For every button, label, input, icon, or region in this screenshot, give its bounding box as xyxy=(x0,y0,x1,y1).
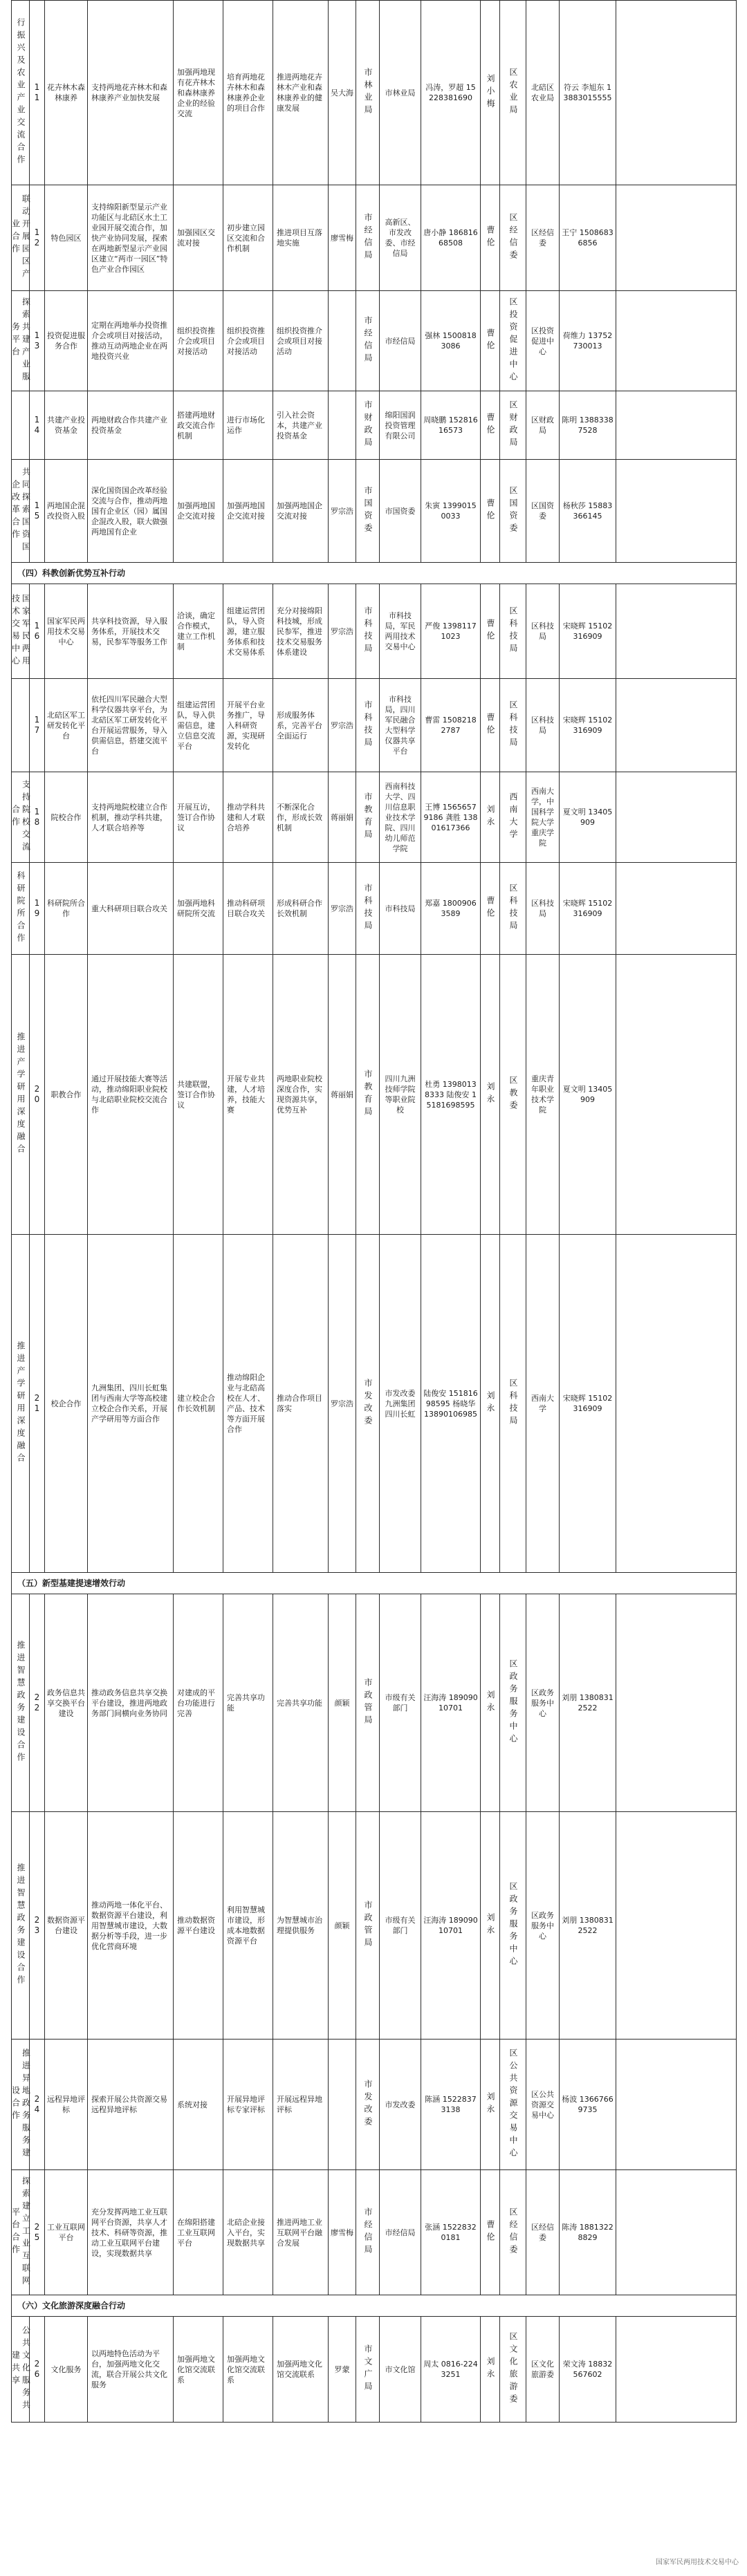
table-cell-partner-org: 区公共资源交易中心 xyxy=(526,2040,560,2170)
document-page xyxy=(11,0,736,2423)
table-row xyxy=(12,1594,737,1812)
table-cell-partner-contact: 宋晓辉 15102316909 xyxy=(560,584,616,679)
table-cell-leader: 罗宗浩 xyxy=(329,1235,356,1573)
table-cell-measure: 两地职业院校深度合作，实现资源共享，优势互补 xyxy=(273,955,329,1235)
table-cell-goal: 组织投资推介会或项目对接活动 xyxy=(223,291,273,391)
table-cell-goal: 培育两地花卉林木和森林康养企业的项目合作 xyxy=(223,1,273,185)
table-cell-partner-unit: 西南大学 xyxy=(500,772,526,863)
table-cell-partner-contact: 刘朋 13808312522 xyxy=(560,1812,616,2040)
table-cell-partner-unit: 区科技局 xyxy=(500,584,526,679)
table-row xyxy=(12,955,737,1235)
table-cell-number: 12 xyxy=(30,185,45,291)
table-cell-partner-contact: 杨秋莎 15883366145 xyxy=(560,460,616,563)
table-cell-lead-unit: 市政管局 xyxy=(356,1594,380,1812)
table-cell-leader: 颜颖 xyxy=(329,1812,356,2040)
section-title: （六）文化旅游深度融合行动 xyxy=(12,2295,737,2317)
table-cell-content: 洽谈，确定合作模式，建立工作机制 xyxy=(174,584,223,679)
task-table xyxy=(11,0,737,2423)
section-title: （五）新型基建提速增效行动 xyxy=(12,1573,737,1594)
table-cell-partner-unit: 区教委 xyxy=(500,955,526,1235)
table-cell-project: 远程异地评标 xyxy=(45,2040,88,2170)
table-cell-notes xyxy=(616,863,737,955)
table-cell-measure: 加强两地国企交流对接 xyxy=(273,460,329,563)
table-cell-lead-unit: 市林业局 xyxy=(356,1,380,185)
table-cell-measure: 推进两地花卉林木产业和森林康养业的健康发展 xyxy=(273,1,329,185)
table-cell-number: 13 xyxy=(30,291,45,391)
section-header-row xyxy=(12,563,737,584)
table-cell-notes xyxy=(616,1,737,185)
table-cell-partner-leader: 刘永 xyxy=(481,1235,500,1573)
table-row xyxy=(12,1,737,185)
table-row xyxy=(12,185,737,291)
table-row xyxy=(12,1812,737,2040)
table-cell-category: 公共文化服务共建共享 xyxy=(12,2317,30,2423)
table-cell-leader: 蒋丽娟 xyxy=(329,955,356,1235)
table-cell-lead-org: 四川九洲技师学院等职业院校 xyxy=(380,955,421,1235)
table-cell-notes xyxy=(616,291,737,391)
table-cell-goal: 加强两地国企交流对接 xyxy=(223,460,273,563)
table-cell-measure: 推进两地工业互联网平台融合发展 xyxy=(273,2170,329,2295)
table-row xyxy=(12,2317,737,2423)
table-cell-notes xyxy=(616,460,737,563)
table-cell-measure: 充分对接绵阳科技城，形成民参军，推进技术交易服务体系建设 xyxy=(273,584,329,679)
table-cell-measure: 形成服务体系，完善平台全面运行 xyxy=(273,679,329,772)
table-cell-goal: 组建运营团队，导入资源，建立服务体系和技术交易体系 xyxy=(223,584,273,679)
table-cell-content: 加强两地科研院所交流 xyxy=(174,863,223,955)
table-cell-description: 两地财政合作共建产业投资基金 xyxy=(88,391,174,460)
table-cell-content: 建立校企合作长效机制 xyxy=(174,1235,223,1573)
table-cell-partner-contact: 夏文明 13405909 xyxy=(560,772,616,863)
table-cell-description: 以两地特色活动为平台，加强两地文化交流，联合开展公共文化服务 xyxy=(88,2317,174,2423)
table-cell-lead-org: 市科技局，军民两用技术交易中心 xyxy=(380,584,421,679)
table-cell-description: 推动政务信息共享交换平台建设，推进两地政务部门间横向业务协同 xyxy=(88,1594,174,1812)
table-cell-number: 25 xyxy=(30,2170,45,2295)
table-cell-lead-org: 市发改委 九洲集团 四川长虹 xyxy=(380,1235,421,1573)
table-cell-leader xyxy=(329,291,356,391)
table-cell-measure: 组织投资推介会或项目对接活动 xyxy=(273,291,329,391)
table-cell-goal: 开展异地评标专家评标 xyxy=(223,2040,273,2170)
table-cell-project: 共建产业投资基金 xyxy=(45,391,88,460)
table-cell-goal: 北碚企业接入平台，实现数据共享 xyxy=(223,2170,273,2295)
table-cell-category: 推进产学研用深度融合 xyxy=(12,955,30,1235)
table-cell-leader: 吴大海 xyxy=(329,1,356,185)
table-cell-lead-unit: 市国资委 xyxy=(356,460,380,563)
table-row xyxy=(12,291,737,391)
table-cell-partner-contact: 杨波 13667669735 xyxy=(560,2040,616,2170)
table-cell-content: 在绵阳搭建工业互联网平台 xyxy=(174,2170,223,2295)
table-cell-content: 推动数据资源平台建设 xyxy=(174,1812,223,2040)
table-cell-notes xyxy=(616,679,737,772)
table-cell-lead-unit: 市财政局 xyxy=(356,391,380,460)
table-cell-lead-org: 市文化馆 xyxy=(380,2317,421,2423)
table-cell-content: 加强两地现有花卉林木和森林康养企业的经验交流 xyxy=(174,1,223,185)
table-cell-partner-org: 区经信委 xyxy=(526,185,560,291)
table-cell-description: 定期在两地举办投资推介会或项目对接活动，推动互动两地企业在两地投资兴业 xyxy=(88,291,174,391)
table-cell-lead-unit: 市政管局 xyxy=(356,1812,380,2040)
table-cell-number: 23 xyxy=(30,1812,45,2040)
table-cell-notes xyxy=(616,185,737,291)
table-cell-goal: 推动科研项目联合攻关 xyxy=(223,863,273,955)
table-cell-notes xyxy=(616,2170,737,2295)
table-cell-leader xyxy=(329,2040,356,2170)
table-cell-goal: 加强两地文化馆交流联系 xyxy=(223,2317,273,2423)
table-cell-partner-unit: 区科技局 xyxy=(500,1235,526,1573)
table-cell-category: 推进智慧政务建设合作 xyxy=(12,1812,30,2040)
table-cell-project: 院校合作 xyxy=(45,772,88,863)
table-row xyxy=(12,679,737,772)
table-cell-description: 九洲集团、四川长虹集团与西南大学等高校建立校企合作关系，开展产学研用等方面合作 xyxy=(88,1235,174,1573)
table-cell-partner-leader: 刘小梅 xyxy=(481,1,500,185)
table-cell-lead-unit: 市科技局 xyxy=(356,679,380,772)
table-cell-notes xyxy=(616,1235,737,1573)
table-cell-partner-leader: 刘永 xyxy=(481,772,500,863)
table-cell-content: 开展互访，签订合作协议 xyxy=(174,772,223,863)
table-cell-category: 探索共建产业服务平台 xyxy=(12,291,30,391)
table-cell-partner-org: 区政务服务中心 xyxy=(526,1812,560,2040)
table-cell-partner-org: 区文化旅游委 xyxy=(526,2317,560,2423)
table-cell-partner-leader: 曹伦 xyxy=(481,291,500,391)
table-cell-goal: 推动学科共建和人才联合培养 xyxy=(223,772,273,863)
table-cell-project: 两地国企混改投资入股 xyxy=(45,460,88,563)
table-cell-partner-org: 北碚区农业局 xyxy=(526,1,560,185)
table-cell-partner-contact: 夏文明 13405909 xyxy=(560,955,616,1235)
section-header-row xyxy=(12,2295,737,2317)
table-cell-partner-org: 区科技局 xyxy=(526,679,560,772)
table-cell-description: 支持绵阳新型显示产业功能区与北碚区水土工业园开展交流合作，加快产业协同发展，探索在两地新型显示产业园区建立“两市一园区”特色产业合作园区 xyxy=(88,185,174,291)
table-cell-lead-org: 市级有关部门 xyxy=(380,1594,421,1812)
table-cell-partner-leader: 刘永 xyxy=(481,2317,500,2423)
table-cell-project: 投资促进服务合作 xyxy=(45,291,88,391)
table-cell-contact: 曹雷 15082182787 xyxy=(421,679,481,772)
table-cell-partner-unit: 区科技局 xyxy=(500,863,526,955)
table-cell-leader: 罗蒙 xyxy=(329,2317,356,2423)
table-cell-number: 17 xyxy=(30,679,45,772)
table-cell-partner-leader: 曹伦 xyxy=(481,863,500,955)
table-cell-contact: 汪海涛 18909010701 xyxy=(421,1812,481,2040)
table-cell-partner-unit: 区投资促进中心 xyxy=(500,291,526,391)
table-cell-lead-org: 市林业局 xyxy=(380,1,421,185)
table-cell-leader: 蒋丽娟 xyxy=(329,772,356,863)
table-row xyxy=(12,2170,737,2295)
table-cell-measure: 完善共享功能 xyxy=(273,1594,329,1812)
table-cell-category: 共同探索国资国企改革合作 xyxy=(12,460,30,563)
table-cell-notes xyxy=(616,772,737,863)
table-cell-partner-contact: 宋晓辉 15102316909 xyxy=(560,863,616,955)
table-cell-partner-contact: 陈涛 18813228829 xyxy=(560,2170,616,2295)
table-cell-partner-contact: 宋晓辉 15102316909 xyxy=(560,1235,616,1573)
table-cell-contact: 郑嘉 18009063589 xyxy=(421,863,481,955)
table-cell-partner-unit: 区文化旅游委 xyxy=(500,2317,526,2423)
table-cell-contact: 周晓鹏 15281616573 xyxy=(421,391,481,460)
table-cell-number: 20 xyxy=(30,955,45,1235)
table-cell-number: 16 xyxy=(30,584,45,679)
table-row xyxy=(12,2040,737,2170)
table-cell-content: 对建成的平台功能进行完善 xyxy=(174,1594,223,1812)
table-cell-description: 支持两地花卉林木和森林康养产业加快发展 xyxy=(88,1,174,185)
table-cell-contact: 陆俊安 15181698595 杨晓华 13890106985 xyxy=(421,1235,481,1573)
table-cell-content: 加强园区交流对接 xyxy=(174,185,223,291)
table-cell-partner-unit: 区财政局 xyxy=(500,391,526,460)
table-cell-contact: 杜勇 13980138333 陆俊安 15181698595 xyxy=(421,955,481,1235)
section-header-row xyxy=(12,1573,737,1594)
table-cell-lead-org: 市科技局，四川军民融合大型科学仪器共享平台 xyxy=(380,679,421,772)
table-cell-lead-org: 市科技局 xyxy=(380,863,421,955)
table-cell-project: 职教合作 xyxy=(45,955,88,1235)
table-cell-partner-contact: 荷维力 13752730013 xyxy=(560,291,616,391)
table-cell-goal: 初步建立园区交流和合作机制 xyxy=(223,185,273,291)
table-cell-category: 科研院所合作 xyxy=(12,863,30,955)
table-cell-category: 推进产学研用深度融合 xyxy=(12,1235,30,1573)
table-cell-partner-leader: 刘永 xyxy=(481,1594,500,1812)
table-cell-lead-org: 绵阳国润投资管理有限公司 xyxy=(380,391,421,460)
table-cell-partner-org: 西南大学 xyxy=(526,1235,560,1573)
table-cell-lead-unit: 市文广局 xyxy=(356,2317,380,2423)
table-cell-contact: 汪海涛 18909010701 xyxy=(421,1594,481,1812)
table-cell-partner-org: 区国资委 xyxy=(526,460,560,563)
table-cell-partner-org: 区科技局 xyxy=(526,863,560,955)
table-cell-lead-unit: 市经信局 xyxy=(356,2170,380,2295)
table-row xyxy=(12,772,737,863)
table-cell-leader: 廖雪梅 xyxy=(329,2170,356,2295)
table-cell-partner-leader: 刘永 xyxy=(481,2040,500,2170)
table-cell-partner-leader: 曹伦 xyxy=(481,460,500,563)
table-cell-description: 共享科技资源，导入服务体系，开展技术交易，民参军等服务工作 xyxy=(88,584,174,679)
table-cell-measure: 推动合作项目落实 xyxy=(273,1235,329,1573)
table-cell-goal: 推动绵阳企业与北碚高校在人才、产品、技术等方面开展合作 xyxy=(223,1235,273,1573)
table-cell-partner-contact: 刘朋 13808312522 xyxy=(560,1594,616,1812)
table-cell-number: 11 xyxy=(30,1,45,185)
table-cell-leader: 罗宗浩 xyxy=(329,863,356,955)
table-cell-lead-org: 市国资委 xyxy=(380,460,421,563)
table-cell-goal: 进行市场化运作 xyxy=(223,391,273,460)
table-cell-description: 重大科研项目联合攻关 xyxy=(88,863,174,955)
table-cell-lead-unit: 市教育局 xyxy=(356,955,380,1235)
table-cell-contact: 朱寅 13990150033 xyxy=(421,460,481,563)
table-cell-notes xyxy=(616,1594,737,1812)
table-cell-lead-unit: 市科技局 xyxy=(356,863,380,955)
table-cell-partner-unit: 区政务服务中心 xyxy=(500,1594,526,1812)
table-cell-category: 国家军民两用技术交易中心 xyxy=(12,584,30,679)
table-cell-description: 探索开展公共资源交易远程异地评标 xyxy=(88,2040,174,2170)
table-cell-partner-leader: 曹伦 xyxy=(481,185,500,291)
table-cell-lead-unit: 市科技局 xyxy=(356,584,380,679)
table-cell-lead-unit: 市教育局 xyxy=(356,772,380,863)
table-cell-measure: 开展远程异地评标 xyxy=(273,2040,329,2170)
table-cell-project: 文化服务 xyxy=(45,2317,88,2423)
table-cell-content: 加强两地文化馆交流联系 xyxy=(174,2317,223,2423)
table-cell-leader xyxy=(329,391,356,460)
table-cell-measure: 引入社会资本，共建产业投资基金 xyxy=(273,391,329,460)
table-cell-number: 15 xyxy=(30,460,45,563)
table-cell-lead-org: 高新区、市发改委、市经信局 xyxy=(380,185,421,291)
table-cell-description: 依托四川军民融合大型科学仪器共享平台，为北碚区军工研发转化平台开展运营服务，导入供需信息，搭建交流平台 xyxy=(88,679,174,772)
table-cell-contact: 张涵 15228320181 xyxy=(421,2170,481,2295)
table-cell-measure: 不断深化合作，形成长效机制 xyxy=(273,772,329,863)
table-cell-category xyxy=(12,679,30,772)
table-cell-category: 联动开展园区产业合作 xyxy=(12,185,30,291)
table-cell-lead-unit: 市发改委 xyxy=(356,2040,380,2170)
table-cell-lead-unit: 市发改委 xyxy=(356,1235,380,1573)
table-cell-leader: 罗宗浩 xyxy=(329,460,356,563)
table-cell-partner-unit: 区科技局 xyxy=(500,679,526,772)
table-cell-notes xyxy=(616,2317,737,2423)
table-cell-measure: 推进项目互落地实施 xyxy=(273,185,329,291)
table-cell-contact: 强林 15008183086 xyxy=(421,291,481,391)
table-row xyxy=(12,460,737,563)
table-cell-contact: 严俊 13981171023 xyxy=(421,584,481,679)
table-row xyxy=(12,391,737,460)
table-cell-goal: 开展专业共建，人才培养，技能大赛 xyxy=(223,955,273,1235)
table-cell-partner-unit: 区政务服务中心 xyxy=(500,1812,526,2040)
table-cell-number: 26 xyxy=(30,2317,45,2423)
footer-source: 国家军民两用技术交易中心 xyxy=(656,2559,739,2566)
table-cell-notes xyxy=(616,391,737,460)
table-cell-description: 深化国资国企改革经验交流与合作，推动两地国有企业区（园）属国企混改入股，联大做强两地国有企业 xyxy=(88,460,174,563)
table-cell-partner-contact: 宋晓辉 15102316909 xyxy=(560,679,616,772)
table-cell-partner-unit: 区经信委 xyxy=(500,185,526,291)
table-cell-notes xyxy=(616,584,737,679)
table-cell-number: 18 xyxy=(30,772,45,863)
table-cell-description: 推动两地一体化平台、数据资源平台建设，利用智慧城市建设，大数据分析等手段，进一步优化营商环境 xyxy=(88,1812,174,2040)
table-cell-description: 通过开展技能大赛等活动，推动绵阳职业院校与北碚职业院校交流合作 xyxy=(88,955,174,1235)
table-cell-lead-org: 西南科技大学、四川信息职业技术学院、四川幼儿师范学院 xyxy=(380,772,421,863)
table-cell-measure: 形成科研合作长效机制 xyxy=(273,863,329,955)
table-cell-content: 组建运营团队，导入供需信息，建立信息交流平台 xyxy=(174,679,223,772)
table-cell-partner-contact: 荣文涛 18832567602 xyxy=(560,2317,616,2423)
table-cell-partner-leader: 曹伦 xyxy=(481,391,500,460)
table-cell-partner-org: 区经信委 xyxy=(526,2170,560,2295)
table-cell-number: 24 xyxy=(30,2040,45,2170)
table-cell-category xyxy=(12,391,30,460)
table-cell-partner-leader: 曹伦 xyxy=(481,679,500,772)
table-cell-partner-contact: 王宁 15086836856 xyxy=(560,185,616,291)
table-cell-leader: 罗宗浩 xyxy=(329,679,356,772)
table-cell-number: 19 xyxy=(30,863,45,955)
table-cell-description: 支持两地院校建立合作机制，推动学科共建，人才联合培养等 xyxy=(88,772,174,863)
table-cell-contact: 陈涵 15228373138 xyxy=(421,2040,481,2170)
table-cell-content: 搭建两地财政交流合作机制 xyxy=(174,391,223,460)
table-cell-notes xyxy=(616,955,737,1235)
table-cell-partner-contact: 符云 李旭东 13883015555 xyxy=(560,1,616,185)
table-cell-project: 校企合作 xyxy=(45,1235,88,1573)
table-cell-measure: 为智慧城市治理提供服务 xyxy=(273,1812,329,2040)
table-cell-project: 政务信息共享交换平台建设 xyxy=(45,1594,88,1812)
table-cell-partner-org: 区财政局 xyxy=(526,391,560,460)
table-cell-project: 特色园区 xyxy=(45,185,88,291)
table-cell-project: 国家军民两用技术交易中心 xyxy=(45,584,88,679)
table-cell-project: 北碚区军工研发转化平台 xyxy=(45,679,88,772)
table-cell-goal: 完善共享功能 xyxy=(223,1594,273,1812)
table-cell-partner-org: 区投资促进中心 xyxy=(526,291,560,391)
table-cell-partner-unit: 区经信委 xyxy=(500,2170,526,2295)
table-cell-contact: 冯涛，罗超 15228381690 xyxy=(421,1,481,185)
table-cell-partner-leader: 刘永 xyxy=(481,955,500,1235)
table-cell-partner-org: 重庆青年职业技术学院 xyxy=(526,955,560,1235)
table-cell-project: 数据资源平台建设 xyxy=(45,1812,88,2040)
table-cell-partner-leader: 曹伦 xyxy=(481,584,500,679)
table-cell-category: 推进异地政务服务建设合作 xyxy=(12,2040,30,2170)
table-cell-project: 花卉林木森林康养 xyxy=(45,1,88,185)
table-cell-partner-unit: 区公共资源交易中心 xyxy=(500,2040,526,2170)
table-cell-category: 支持院校交流合作 xyxy=(12,772,30,863)
table-cell-category: 探索建立工业互联网平台合作 xyxy=(12,2170,30,2295)
table-row xyxy=(12,584,737,679)
table-cell-partner-leader: 刘永 xyxy=(481,1812,500,2040)
table-cell-content: 加强两地国企交流对接 xyxy=(174,460,223,563)
table-cell-partner-org: 西南大学，中国科学院大学重庆学院 xyxy=(526,772,560,863)
table-cell-lead-unit: 市经信局 xyxy=(356,185,380,291)
table-cell-notes xyxy=(616,1812,737,2040)
table-cell-lead-org: 市发改委 xyxy=(380,2040,421,2170)
table-cell-description: 充分发挥两地工业互联网平台资源，共享人才技术、科研等资源，推动工业互联网平台建设，实现数据共享 xyxy=(88,2170,174,2295)
table-cell-project: 工业互联网平台 xyxy=(45,2170,88,2295)
table-cell-contact: 王博 15656579186 龚胜 13801617366 xyxy=(421,772,481,863)
table-cell-partner-org: 区科技局 xyxy=(526,584,560,679)
table-cell-notes xyxy=(616,2040,737,2170)
table-cell-content: 共建联盟，签订合作协议 xyxy=(174,955,223,1235)
section-title: （四）科教创新优势互补行动 xyxy=(12,563,737,584)
table-row xyxy=(12,863,737,955)
table-cell-category: 行振兴及农业产业交流合作 xyxy=(12,1,30,185)
table-cell-lead-unit: 市经信局 xyxy=(356,291,380,391)
table-cell-partner-unit: 区农业局 xyxy=(500,1,526,185)
table-cell-goal: 利用智慧城市建设，形成本地数据资源平台 xyxy=(223,1812,273,2040)
table-cell-partner-unit: 区国资委 xyxy=(500,460,526,563)
table-cell-leader: 颜颖 xyxy=(329,1594,356,1812)
table-cell-number: 14 xyxy=(30,391,45,460)
table-cell-lead-org: 市经信局 xyxy=(380,2170,421,2295)
table-cell-leader: 廖雪梅 xyxy=(329,185,356,291)
table-cell-partner-contact: 陈明 13883387528 xyxy=(560,391,616,460)
table-cell-lead-org: 市级有关部门 xyxy=(380,1812,421,2040)
table-cell-content: 系统对接 xyxy=(174,2040,223,2170)
table-cell-content: 组织投资推介会或项目对接活动 xyxy=(174,291,223,391)
table-cell-measure: 加强两地文化馆交流联系 xyxy=(273,2317,329,2423)
table-cell-partner-org: 区政务服务中心 xyxy=(526,1594,560,1812)
table-cell-number: 21 xyxy=(30,1235,45,1573)
table-row xyxy=(12,1235,737,1573)
table-cell-project: 科研院所合作 xyxy=(45,863,88,955)
table-cell-contact: 唐小静 18681668508 xyxy=(421,185,481,291)
table-cell-goal: 开展平台业务推广，导入科研资源，实现研发转化 xyxy=(223,679,273,772)
table-cell-partner-leader: 曹伦 xyxy=(481,2170,500,2295)
table-cell-contact: 周太 0816-2243251 xyxy=(421,2317,481,2423)
table-cell-lead-org: 市经信局 xyxy=(380,291,421,391)
table-cell-leader: 罗宗浩 xyxy=(329,584,356,679)
table-cell-number: 22 xyxy=(30,1594,45,1812)
table-cell-category: 推进智慧政务建设合作 xyxy=(12,1594,30,1812)
